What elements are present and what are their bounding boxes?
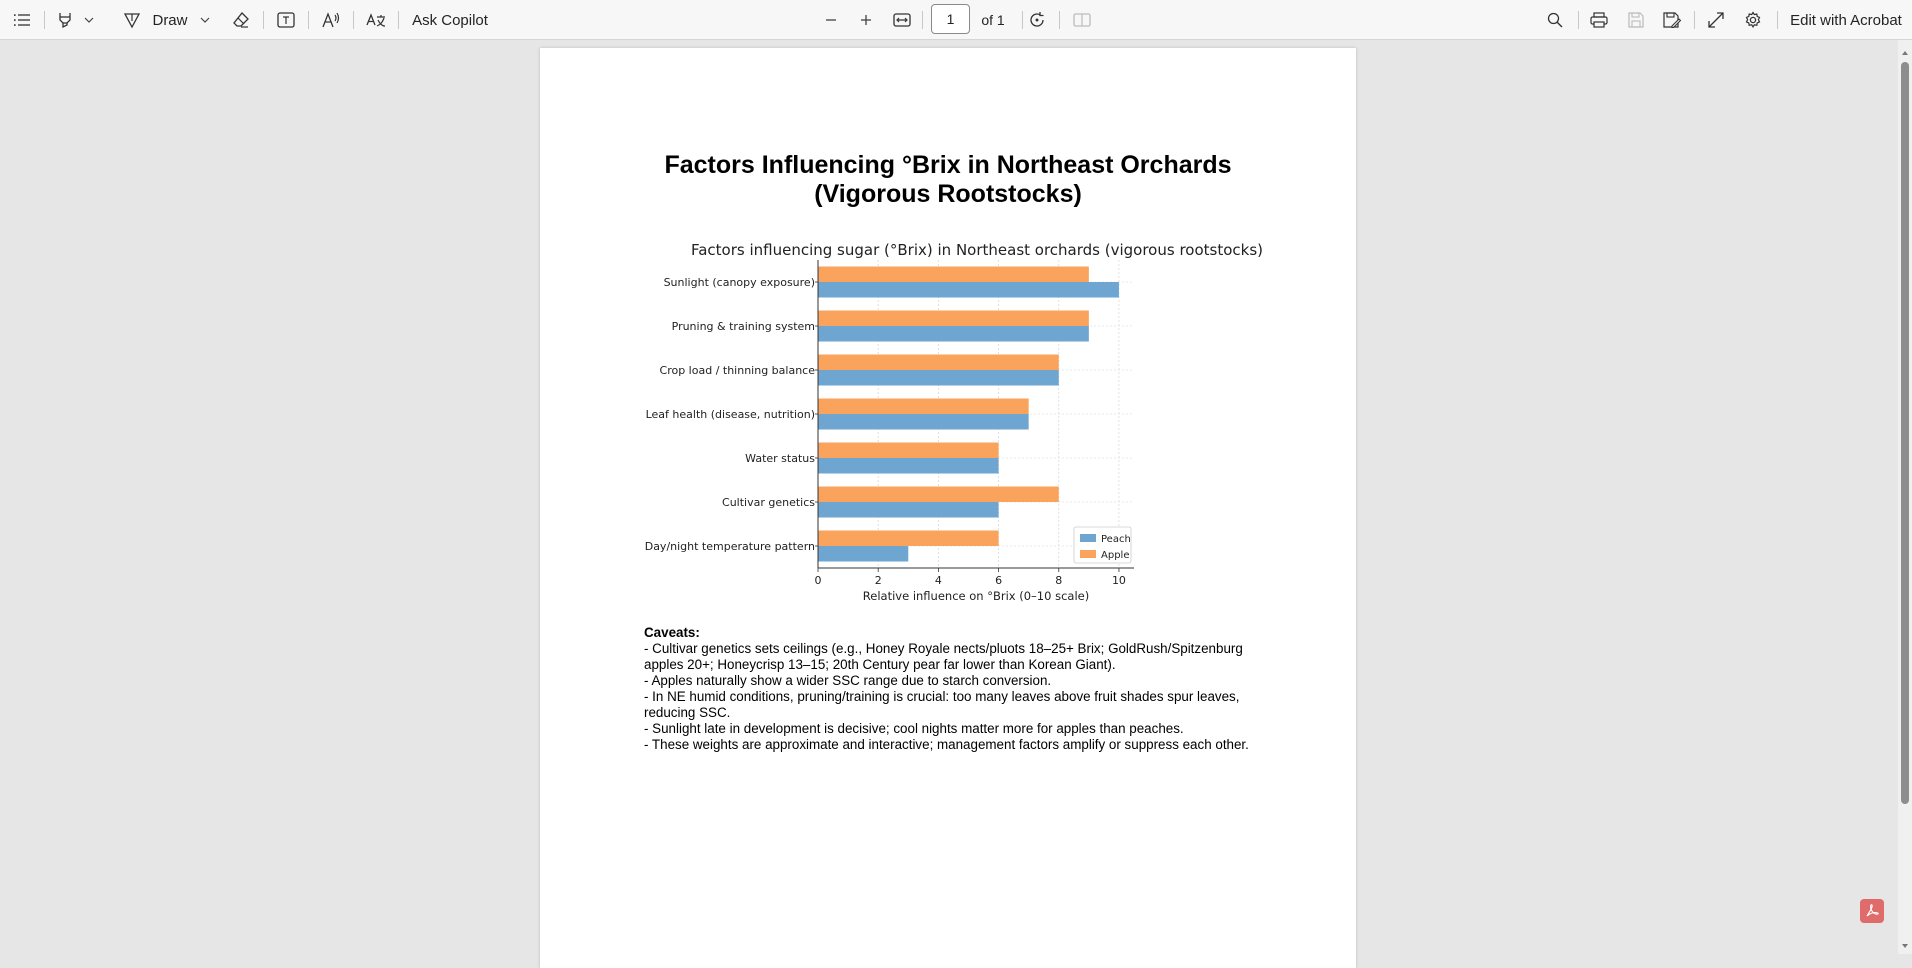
caveat-item: - Cultivar genetics sets ceilings (e.g., Honey Royale nects/pluots 18–25+ Brix; GoldRush/Spitzenburg apples 20+; Honeycrisp 13–15; 20th Century pear far lower than Korean Giant). (644, 641, 1243, 672)
caveat-item: - In NE humid conditions, pruning/training is crucial: too many leaves above fruit shades spur leaves, reducing SSC. (644, 689, 1240, 720)
x-tick-label: 0 (814, 574, 822, 587)
caveats-title: Caveats: (644, 625, 700, 640)
caveat-item: - These weights are approximate and interactive; management factors amplify or suppress each other. (644, 737, 1249, 752)
toolbar-separator (1694, 11, 1695, 29)
text-box-icon[interactable] (274, 0, 298, 40)
translate-icon[interactable] (364, 0, 388, 40)
category-label: Pruning & training system (671, 320, 815, 333)
zoom-in-icon[interactable] (854, 0, 878, 40)
bar-apple (818, 531, 999, 547)
scrollbar-thumb[interactable] (1901, 62, 1909, 804)
legend-swatch-apple (1080, 550, 1096, 558)
ask-copilot-button[interactable]: Ask Copilot (412, 11, 488, 29)
toolbar-separator (1059, 11, 1060, 29)
x-tick-label: 4 (934, 574, 942, 587)
fullscreen-icon[interactable] (1704, 0, 1728, 40)
toolbar (0, 0, 1912, 40)
toolbar-separator (308, 11, 309, 29)
draw-icon[interactable] (120, 0, 144, 40)
two-page-icon[interactable] (1070, 0, 1094, 40)
bar-peach (818, 282, 1119, 298)
caveat-item: - Sunlight late in development is decisive; cool nights matter more for apples than peaches. (644, 721, 1184, 736)
pdf-page (540, 48, 1356, 968)
toolbar-separator (1777, 11, 1778, 29)
acrobat-icon[interactable] (1860, 899, 1884, 923)
bar-apple (818, 311, 1089, 327)
chevron-down-icon[interactable] (82, 0, 96, 40)
chevron-down-icon[interactable] (198, 0, 212, 40)
bar-peach (818, 414, 1029, 430)
read-aloud-icon[interactable] (319, 0, 343, 40)
bar-peach (818, 326, 1089, 342)
category-label: Cultivar genetics (722, 496, 815, 509)
x-tick-label: 10 (1111, 574, 1126, 587)
category-label: Crop load / thinning balance (659, 364, 815, 377)
x-tick-label: 6 (995, 574, 1003, 587)
x-axis-label: Relative influence on °Brix (0–10 scale) (862, 589, 1090, 603)
scroll-up-icon[interactable] (1900, 45, 1910, 55)
toolbar-separator (398, 11, 399, 29)
highlight-icon[interactable] (54, 0, 76, 40)
x-tick-label: 2 (874, 574, 882, 587)
legend-label-apple: Apple (1101, 550, 1130, 561)
print-icon[interactable] (1587, 0, 1611, 40)
legend-swatch-peach (1080, 534, 1096, 542)
fit-page-icon[interactable] (890, 0, 914, 40)
x-tick-label: 8 (1055, 574, 1063, 587)
page-number-input[interactable] (931, 4, 970, 34)
draw-button[interactable]: Draw (152, 11, 188, 29)
edit-with-acrobat-button[interactable]: Edit with Acrobat (1790, 11, 1902, 29)
category-label: Sunlight (canopy exposure) (663, 276, 815, 289)
bar-apple (818, 443, 999, 459)
save-icon[interactable] (1624, 0, 1648, 40)
document-title-line2: (Vigorous Rootstocks) (814, 180, 1082, 208)
bar-chart (540, 48, 1356, 608)
bar-peach (818, 458, 999, 474)
contents-icon[interactable] (10, 0, 34, 40)
bar-apple (818, 487, 1059, 503)
toolbar-separator (353, 11, 354, 29)
bar-apple (818, 267, 1089, 283)
eraser-icon[interactable] (229, 0, 253, 40)
bar-peach (818, 546, 908, 562)
toolbar-separator (1578, 11, 1579, 29)
bar-apple (818, 399, 1029, 415)
save-as-icon[interactable] (1660, 0, 1684, 40)
chart-title: Factors influencing sugar (°Brix) in Northeast orchards (vigorous rootstocks) (690, 241, 1264, 259)
bar-peach (818, 502, 999, 518)
bar-peach (818, 370, 1059, 386)
caveat-item: - Apples naturally show a wider SSC range due to starch conversion. (644, 673, 1052, 688)
toolbar-separator (263, 11, 264, 29)
toolbar-separator (44, 11, 45, 29)
caveats-section (644, 625, 1264, 753)
settings-icon[interactable] (1741, 0, 1765, 40)
document-title-line1: Factors Influencing °Brix in Northeast Orchards (664, 151, 1232, 179)
legend-label-peach: Peach (1101, 534, 1131, 545)
scroll-down-icon[interactable] (1900, 938, 1910, 948)
page-total-label: of 1 (981, 12, 1005, 28)
search-icon[interactable] (1543, 0, 1567, 40)
category-label: Water status (745, 452, 815, 465)
toolbar-separator (1022, 11, 1023, 29)
category-label: Day/night temperature pattern (644, 540, 815, 553)
bar-apple (818, 355, 1059, 371)
zoom-out-icon[interactable] (819, 0, 843, 40)
rotate-icon[interactable] (1025, 0, 1049, 40)
category-label: Leaf health (disease, nutrition) (645, 408, 815, 421)
toolbar-separator (922, 11, 923, 29)
